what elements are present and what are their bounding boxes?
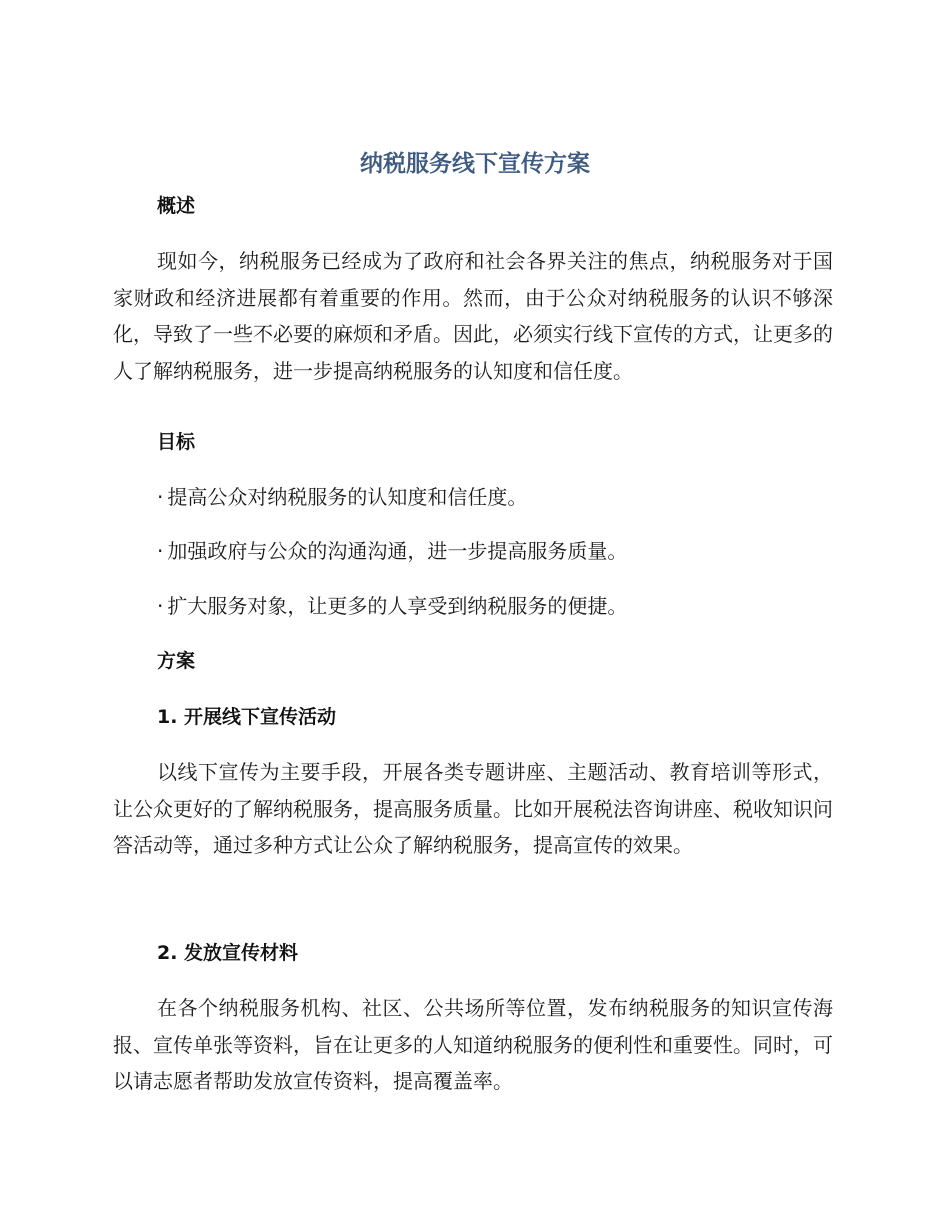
goal-item-text: 提高公众对纳税服务的认知度和信任度。: [167, 485, 528, 509]
goal-item: [157, 536, 627, 566]
bullet-dot: ·: [157, 594, 164, 618]
goal-item-text: 加强政府与公众的沟通沟通，进一步提高服务质量。: [167, 539, 628, 563]
bullet-dot: ·: [157, 485, 164, 509]
plan-section-paragraph: 以线下宣传为主要手段，开展各类专题讲座、主题活动、教育培训等形式，让公众更好的了解纳税服务，提高服务质量。比如开展税法咨询讲座、税收知识问答活动等，通过多种方式让公众了解纳税服务，提高宣传的效果。: [113, 760, 833, 858]
goals-heading: 目标: [157, 431, 196, 453]
goal-item-text: 扩大服务对象，让更多的人享受到纳税服务的便捷。: [167, 594, 628, 618]
overview-paragraph: 现如今，纳税服务已经成为了政府和社会各界关注的焦点，纳税服务对于国家财政和经济进展都有着重要的作用。然而，由于公众对纳税服务的认识不够深化，导致了一些不必要的麻烦和矛盾。因此，必须实行线下宣传的方式，让更多的人了解纳税服务，进一步提高纳税服务的认知度和信任度。: [113, 249, 833, 383]
plan-section-paragraph: 在各个纳税服务机构、社区、公共场所等位置，发布纳税服务的知识宣传海报、宣传单张等资料，旨在让更多的人知道纳税服务的便利性和重要性。同时，可以请志愿者帮助发放宣传资料，提高覆盖率。: [113, 996, 833, 1094]
goal-item: [157, 591, 627, 621]
plan-section-heading: 2. 发放宣传材料: [157, 942, 299, 964]
document-title: 纳税服务线下宣传方案: [360, 151, 590, 177]
plan-heading: 方案: [157, 650, 196, 672]
goal-item: [157, 482, 527, 512]
bullet-dot: ·: [157, 539, 164, 563]
overview-heading: 概述: [157, 195, 196, 217]
plan-section-heading: 1. 开展线下宣传活动: [157, 706, 337, 728]
